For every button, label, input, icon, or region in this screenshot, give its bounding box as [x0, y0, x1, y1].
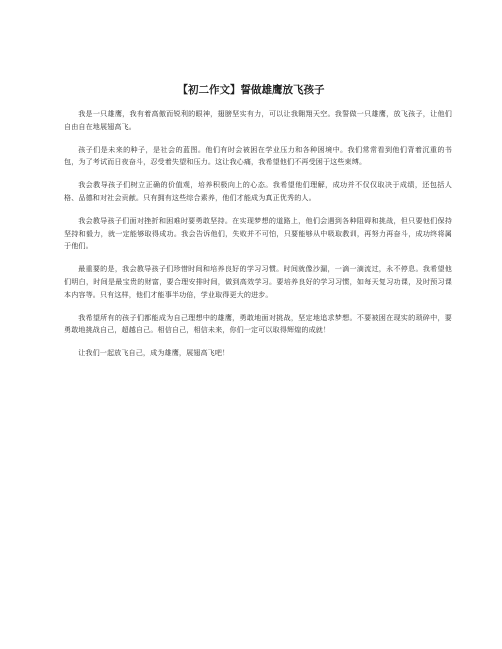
- document-title: 【初二作文】誓做雄鹰放飞孩子: [177, 84, 325, 96]
- paragraph-6: 我希望所有的孩子们都能成为自己理想中的雄鹰，勇敢地面对挑战，坚定地追求梦想。不要被困在现实的琐碎中，要勇敢地挑战自己，超越自己。相信自己，相信未来，你们一定可以取得辉煌的成就！: [64, 312, 452, 335]
- paragraph-7: 让我们一起放飞自己，成为雄鹰，展翅高飞吧！: [78, 348, 230, 358]
- paragraph-1: 我是一只雄鹰，我有着高傲而锐利的眼神，翅膀坚实有力，可以让我翱翔天空。我誓做一只雄鹰，放飞孩子，让他们自由自在地展翅高飞。: [64, 109, 452, 131]
- document-body: [64, 108, 452, 370]
- paragraph-3: 我会教导孩子们树立正确的价值观，培养积极向上的心态。我希望他们理解，成功并不仅仅取决于成绩，还包括人格、品德和对社会贡献。只有拥有这些综合素养，他们才能成为真正优秀的人。: [64, 180, 452, 202]
- paragraph-5: 最重要的是，我会教导孩子们珍惜时间和培养良好的学习习惯。时间就像沙漏，一滴一滴流过，永不停息。我希望他们明白，时间是最宝贵的财富，要合理安排时间，做到高效学习。要培养良好的学习习惯，如每天复习功课，及时预习课本内容等。只有这样，他们才能事半功倍，学业取得更大的进步。: [64, 264, 452, 299]
- paragraph-2: 孩子们是未来的种子，是社会的蓝图。他们有时会被困在学业压力和各种困境中。我们常常看到他们背着沉重的书包，为了考试而日夜奋斗，忍受着失望和压力。这让我心痛，我希望他们不再受困于这些束缚。: [64, 144, 452, 167]
- paragraph-4: 我会教导孩子们面对挫折和困难时要勇敢坚持。在实现梦想的道路上，他们会遇到各种阻碍和挑战，但只要他们保持坚持和毅力，就一定能够取得成功。我会告诉他们，失败并不可怕，只要能够从中吸取教训，再努力再奋斗，成功终将属于他们。: [64, 215, 452, 251]
